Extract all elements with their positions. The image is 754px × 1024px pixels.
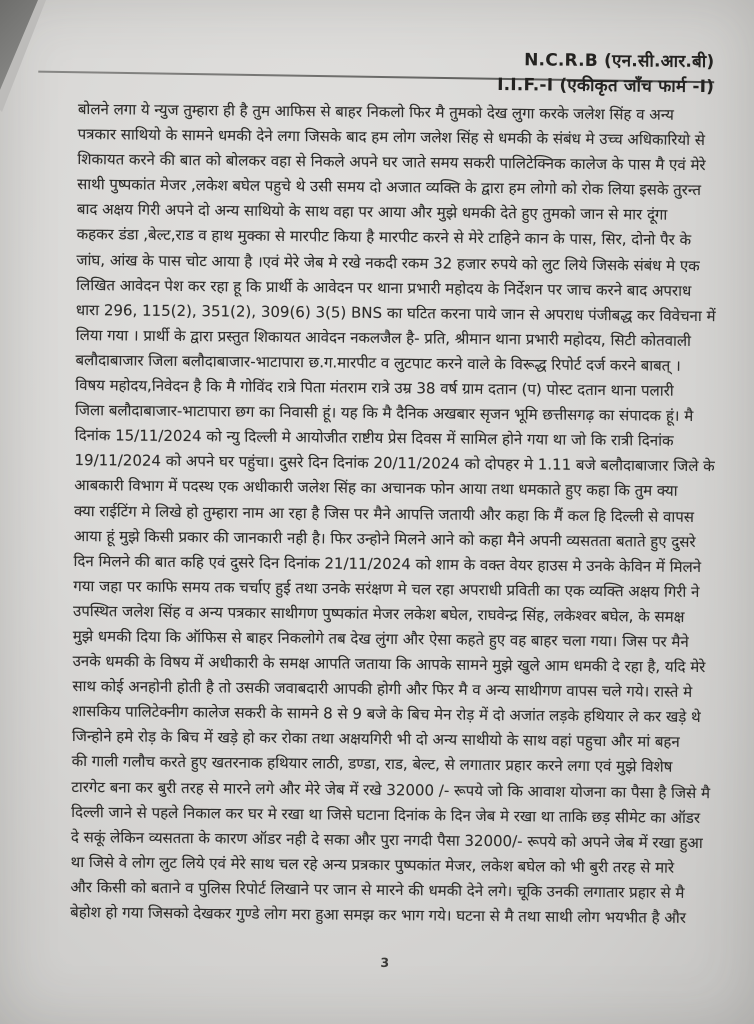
text-line: शासकिय पालिटेक्नीग कालेज सकरी के सामने 8 से 9 बजे के बिच मेन रोड़ में दो अजांत लड़के हथियार ले कर खड़े थे: [72, 702, 701, 727]
text-line: विषय महोदय,निवेदन है कि मै गोविंद रात्रे पिता मंतराम रात्रे उम्र 38 वर्ष ग्राम दतान (प) पोस्ट दतान थाना पलारी: [75, 375, 674, 400]
text-line: टारगेट बना कर बुरी तरह से मारने लगे और मेरे जेब में रखे 32000 /- रूपये जो कि आवाश योजना का पैसा है जिसे मै: [71, 777, 711, 802]
text-line: दिल्ली जाने से पहले निकाल कर घर मे रखा था जिसे घटाना दिनांक के दिन जेब मे रखा था ताकि छड़ सीमेट का ऑडर: [71, 802, 701, 827]
text-line: उनके धमकी के विषय में अधीकारी के समक्ष आपति जताया कि आपके सामने मुझे खुले आम धमकी दे रहा है, यदि मेरे: [72, 652, 706, 677]
text-line: था जिसे वे लोग लुट लिये एवं मेरे साथ चल रहे अन्य प्रत्रकार पुष्पकांत मेजर, लकेश बघेल को भी बुरी तरह से मारे: [70, 852, 675, 877]
text-line: आया हूं मुझे किसी प्रकार की जानकारी नही है। फिर उन्होने मिलने आने को कहा मैने अपनी व्यसतता बताते हुए दुसरे: [73, 526, 696, 551]
text-line: 19/11/2024 को अपने घर पहुंचा। दुसरे दिन दिनांक 20/11/2024 को दोपहर मे 1.11 बजे बलौदाबाजार जिले के: [74, 451, 715, 476]
text-line: दे सकूं लेकिन व्यसतता के कारण ऑडर नही दे सका और पुरा नगदी पैसा 32000/- रूपये को अपने जेब में रखा हुआ: [70, 827, 703, 852]
text-line: बोलने लगा ये न्युज तुम्हारा ही है तुम आफिस से बाहर निकलो फिर मै तुमको देख लुगा करके जलेश सिंह व अन्य: [77, 99, 675, 124]
text-line: जांघ, आंख के पास चोट आया है ।एवं मेरे जेब मे रखे नकदी रकम 32 हजार रुपये को लुट लिये जिसके संबंध मे एक: [76, 250, 700, 275]
text-line: दिनांक 15/11/2024 को न्यु दिल्ली मे आयोजीत राष्टीय प्रेस दिवस में सामिल होने गया था जो कि रात्री दिनांक: [74, 426, 674, 450]
text-line: जिला बलौदाबाजार-भाटापारा छग का निवासी हूं। यह कि मै दैनिक अखबार सृजन भूमि छत्तीसगढ़ का संपादक हूं। मै: [74, 401, 694, 426]
header-org-line: N.C.R.B (एन.सी.आर.बी): [524, 50, 715, 73]
text-line: बेहोश हो गया जिसको देखकर गुण्डे लोग मरा हुआ समझ कर भाग गये। घटना से मै तथा साथी लोग भयभीत है और: [70, 902, 686, 927]
text-line: बाद अक्षय गिरी अपने दो अन्य साथियो के साथ वहा पर आया और मुझे धमकी देते हुए तुमको जान से मार दूंगा: [76, 200, 668, 225]
text-line: उपस्थित जलेश सिंह व अन्य पत्रकार साथीगण पुष्पकांत मेजर लकेश बघेल, राघवेन्द्र सिंह, लकेश्वर बघेल, के समक्ष: [73, 601, 685, 626]
text-line: क्या राईटिंग मे लिखे हो तुम्हारा नाम आ रहा है जिस पर मैने आपत्ति जतायी और कहा कि मैं कल हि दिल्ली से वापस: [73, 501, 695, 526]
text-line: जिन्होने हमे रोड़ के बिच में खड़े हो कर रोका तथा अक्षयगिरी भी दो अन्य साथीयो के साथ वहां पहुचा और मां बहन: [71, 727, 680, 752]
page-number: 3: [380, 954, 390, 971]
header-form-line: I.I.F.-I (एकीकृत जाँच फार्म -I): [497, 75, 715, 98]
text-line: लिया गया । प्रार्थी के द्वारा प्रस्तुत शिकायत आवेदन नकलजैल है- प्रति, श्रीमान थाना प्रभारी महोदय, सिटी कोतवाली: [75, 325, 692, 350]
text-line: गया जहा पर काफि समय तक चर्चाए हुई तथा उनके सरंक्षण मे चल रहा अपराधी प्रविती का एक व्यक्ति अक्षय गिरी ने: [73, 576, 700, 601]
text-line: कहकर डंडा ,बेल्ट,राड व हाथ मुक्का से मारपीट किया है मारपीट करने से मेरे टाहिने कान के पास, सिर, दोनो पैर के: [76, 225, 692, 250]
text-line: बलौदाबाजार जिला बलौदाबाजार-भाटापारा छ.ग.मारपीट व लुटपाट करने वाले के विरूद्ध रिपोर्ट दर्ज करने बाबत् ।: [75, 350, 681, 375]
text-line: साथ कोई अनहोनी होती है तो उसकी जवाबदारी आपकी होगी और फिर मै व अन्य साथीगण वापस चले गये। रास्ते मे: [72, 677, 693, 702]
text-line: दिन मिलने की बात कहि एवं दुसरे दिन दिनांक 21/11/2024 को शाम के वक्त वेयर हाउस मे उनके केविन में मिलने: [73, 551, 702, 576]
text-line: धारा 296, 115(2), 351(2), 309(6) 3(5) BNS का घटित करना पाये जान से अपराध पंजीबद्ध कर विवेचना में: [75, 300, 716, 325]
text-line: शिकायत करने की बात को बोलकर वहा से निकले अपने घर जाते समय सकरी पालिटेक्निक कालेज के पास मै एवं मेरे: [77, 150, 706, 175]
text-line: साथी पुष्पकांत मेजर ,लकेश बघेल पहुचे थे उसी समय दो अजात व्यक्ति के द्वारा हम लोगो को रोक लिया इसके तुरन्त: [77, 175, 702, 200]
text-line: पत्रकार साथियो के सामने धमकी देने लगा जिसके बाद हम लोग जलेश सिंह से धमकी के संबंध मे उच्च अधिकारियो से: [77, 125, 706, 150]
fir-body-text: [70, 97, 716, 931]
text-line: आबकारी विभाग में पदस्थ एक अधीकारी जलेश सिंह का अचानक फोन आया तथा धमकाते हुए कहा कि तुम क्या: [74, 476, 678, 501]
text-line: और किसी को बताने व पुलिस रिपोर्ट लिखाने पर जान से मारने की धमकी देने लगे। चूकि उनकी लगातार प्रहार से मै: [70, 877, 685, 902]
text-line: लिखित आवेदन पेश कर रहा हू कि प्रार्थी के आवेदन पर थाना प्रभारी महोदय के निर्देशन पर जाच करने बाद अपराध: [76, 275, 692, 300]
document-header: [497, 48, 714, 100]
text-line: की गाली गलौच करते हुए खतरनाक हथियार लाठी, डण्डा, राड, बेल्ट, से लगातार प्रहार करने लगा एवं मुझे विशेष: [71, 752, 673, 777]
text-line: मुझे धमकी दिया कि ऑफिस से बाहर निकलोगे तब देख लुंगा और ऐसा कहते हुए वह बाहर चला गया। जिस पर मैने: [72, 626, 689, 651]
